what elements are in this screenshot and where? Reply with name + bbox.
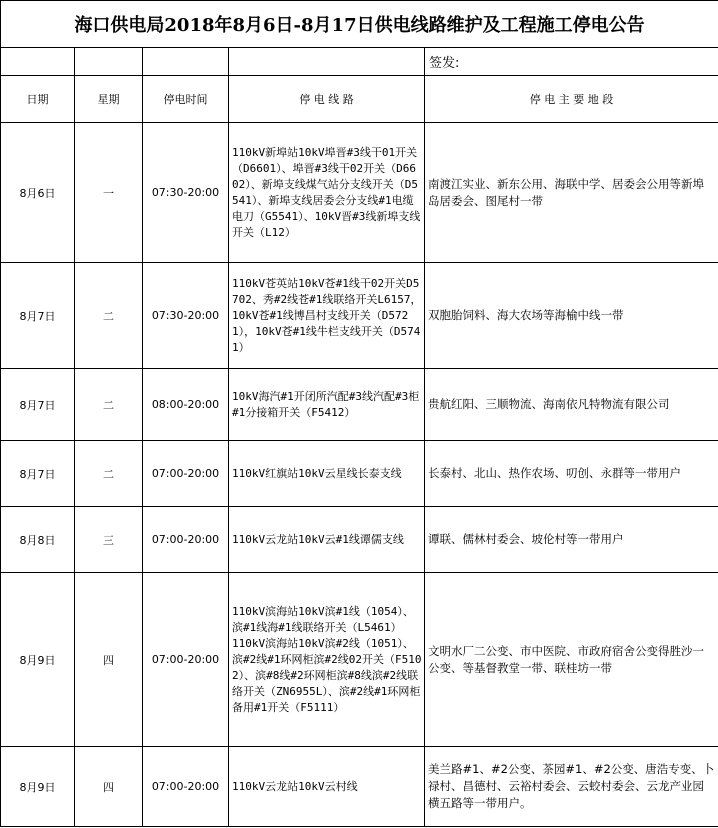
row-date: 8月9日 — [1, 747, 75, 827]
row-area: 谭联、儒林村委会、坡伦村等一带用户 — [425, 507, 718, 573]
header-row — [1, 76, 718, 123]
row-weekday: 四 — [75, 747, 143, 827]
row-area: 双胞胎饲料、海大农场等海榆中线一带 — [425, 263, 718, 369]
row-line: 110kV云龙站10kV云村线 — [229, 747, 425, 827]
sign-row — [1, 48, 718, 76]
row-time: 07:00-20:00 — [143, 441, 229, 507]
blank-cell — [229, 48, 425, 76]
row-area: 美兰路#1、#2公变、茶园#1、#2公变、唐浩专变、卜禄村、昌德村、云裕村委会、云蛟村委会、云龙产业园横五路等一带用户。 — [425, 747, 718, 827]
row-date: 8月6日 — [1, 123, 75, 263]
row-time: 08:00-20:00 — [143, 369, 229, 441]
row-weekday: 一 — [75, 123, 143, 263]
row-weekday: 三 — [75, 507, 143, 573]
table-row — [1, 441, 718, 507]
row-area: 文明水厂二公变、市中医院、市政府宿舍公变得胜沙一公变、等基督教堂一带、联桂坊一带 — [425, 573, 718, 747]
row-date: 8月9日 — [1, 573, 75, 747]
table-row — [1, 263, 718, 369]
blank-cell — [143, 48, 229, 76]
row-time: 07:00-20:00 — [143, 507, 229, 573]
row-line: 110kV云龙站10kV云#1线谭儒支线 — [229, 507, 425, 573]
row-weekday: 二 — [75, 441, 143, 507]
header-area: 停 电 主 要 地 段 — [425, 76, 718, 123]
sign-label: 签发: — [425, 48, 718, 76]
header-line: 停 电 线 路 — [229, 76, 425, 123]
row-time: 07:30-20:00 — [143, 263, 229, 369]
row-time: 07:30-20:00 — [143, 123, 229, 263]
header-date: 日期 — [1, 76, 75, 123]
notice-title: 海口供电局2018年8月6日-8月17日供电线路维护及工程施工停电公告 — [1, 1, 718, 48]
blank-cell — [75, 48, 143, 76]
table-row — [1, 573, 718, 747]
header-time: 停电时间 — [143, 76, 229, 123]
row-line: 10kV海汽#1开闭所汽配#3线汽配#3柜#1分接箱开关（F5412） — [229, 369, 425, 441]
header-weekday: 星期 — [75, 76, 143, 123]
row-time: 07:00-20:00 — [143, 573, 229, 747]
row-weekday: 二 — [75, 263, 143, 369]
row-date: 8月7日 — [1, 263, 75, 369]
table-row — [1, 369, 718, 441]
row-weekday: 二 — [75, 369, 143, 441]
row-time: 07:00-20:00 — [143, 747, 229, 827]
row-date: 8月7日 — [1, 369, 75, 441]
row-weekday: 四 — [75, 573, 143, 747]
row-area: 贵航红阳、三顺物流、海南依凡特物流有限公司 — [425, 369, 718, 441]
row-line: 110kV滨海站10kV滨#1线（1054）、滨#1线海#1线联络开关（L5461） 110kV滨海站10kV滨#2线（1051）、滨#2线#1环网柜滨#2线02开关（F5102）、滨#8线#2环网柜滨#8线滨#2线联络开关（ZN6955L）、滨#2线#1环网柜备用#1开关（F5111） — [229, 573, 425, 747]
row-date: 8月8日 — [1, 507, 75, 573]
table-row — [1, 123, 718, 263]
row-area: 长泰村、北山、热作农场、叨创、永群等一带用户 — [425, 441, 718, 507]
table-row — [1, 507, 718, 573]
blank-cell — [1, 48, 75, 76]
row-date: 8月7日 — [1, 441, 75, 507]
table-row — [1, 747, 718, 827]
title-row — [1, 1, 718, 48]
row-area: 南渡江实业、新东公用、海联中学、居委会公用等新埠岛居委会、图尾村一带 — [425, 123, 718, 263]
row-line: 110kV苍英站10kV苍#1线干02开关D5702、秀#2线苍#1线联络开关L6157，10kV苍#1线博昌村支线开关（D5721），10kV苍#1线牛栏支线开关（D5741） — [229, 263, 425, 369]
row-line: 110kV新埠站10kV埠晋#3线干01开关（D6601）、埠晋#3线干02开关（D6602）、新埠支线煤气站分支线开关（D5541）、新埠支线居委会分支线#1电缆电刀（G5541）、10kV晋#3线新埠支线开关（L12） — [229, 123, 425, 263]
row-line: 110kV红旗站10kV云星线长泰支线 — [229, 441, 425, 507]
